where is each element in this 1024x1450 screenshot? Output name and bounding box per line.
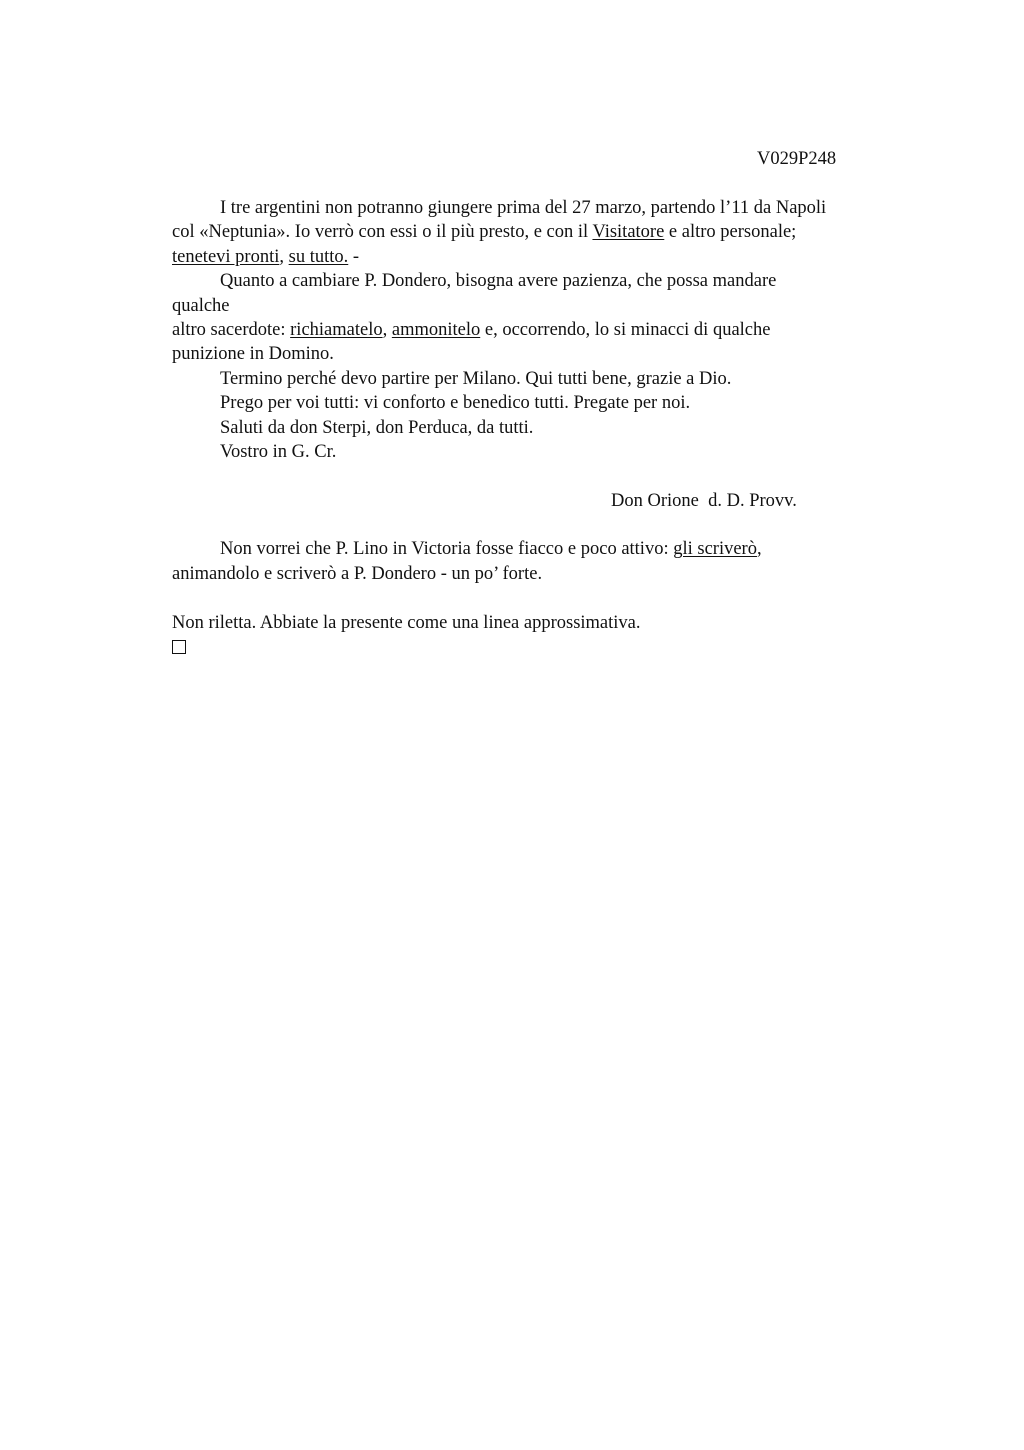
para1-line3-end: -: [348, 246, 360, 267]
postscript-line2: animandolo e scriverò a P. Dondero - un po’ forte.: [172, 563, 543, 584]
para2-line3: [172, 318, 902, 342]
postscript-line1-text-b: ,: [756, 539, 762, 560]
empty-square-icon: [172, 640, 186, 654]
para1-line3-separator: ,: [279, 246, 289, 267]
para2-line3-separator: ,: [382, 319, 392, 340]
underlined-richiamatelo: richiamatelo: [290, 319, 383, 340]
signature: Don Orione d. D. Provv.: [611, 490, 797, 511]
para2-line3-text-b: e, occorrendo, lo si minacci di qualche: [480, 319, 771, 340]
box-symbol-line: [172, 635, 902, 659]
para1-line2-text-a: col «Neptunia». Io verrò con essi o il più presto, e con il: [172, 222, 593, 243]
closing-note: Non riletta. Abbiate la presente come una linea approssimativa.: [172, 612, 641, 633]
underlined-tenetevi-pronti: tenetevi pronti: [172, 246, 280, 267]
postscript-line1-text-a: Non vorrei che P. Lino in Victoria fosse fiacco e poco attivo:: [220, 539, 674, 560]
underlined-ammonitelo: ammonitelo: [391, 319, 481, 340]
para1-line2: [172, 220, 902, 244]
para1-line3: [172, 245, 902, 269]
letter-body: [172, 196, 902, 659]
para1-line1: I tre argentini non potranno giungere prima del 27 marzo, partendo l’11 da Napoli: [220, 198, 827, 218]
underlined-visitatore: Visitatore: [592, 222, 665, 243]
underlined-gli-scrivero: gli scriverò: [673, 539, 757, 560]
closing-line-3: Saluti da don Sterpi, don Perduca, da tutti.: [220, 417, 534, 438]
document-code: V029P248: [757, 149, 837, 169]
underlined-su-tutto: su tutto.: [288, 246, 349, 267]
spacer: [172, 513, 902, 537]
closing-line-2: Prego per voi tutti: vi conforto e benedico tutti. Pregate per noi.: [220, 393, 691, 414]
para1-line2-text-b: e altro personale;: [664, 222, 797, 243]
postscript-line1: [172, 537, 902, 561]
para2-line3-text-a: altro sacerdote:: [172, 319, 291, 340]
para2-line4: punizione in Domino.: [172, 344, 334, 365]
closing-line-1: Termino perché devo partire per Milano. Qui tutti bene, grazie a Dio.: [220, 368, 732, 389]
spacer: [172, 586, 902, 610]
spacer: [172, 464, 902, 488]
para2-line2: qualche: [172, 295, 230, 316]
para2-line1: Quanto a cambiare P. Dondero, bisogna avere pazienza, che possa mandare: [220, 271, 777, 292]
closing-line-4: Vostro in G. Cr.: [220, 441, 337, 462]
